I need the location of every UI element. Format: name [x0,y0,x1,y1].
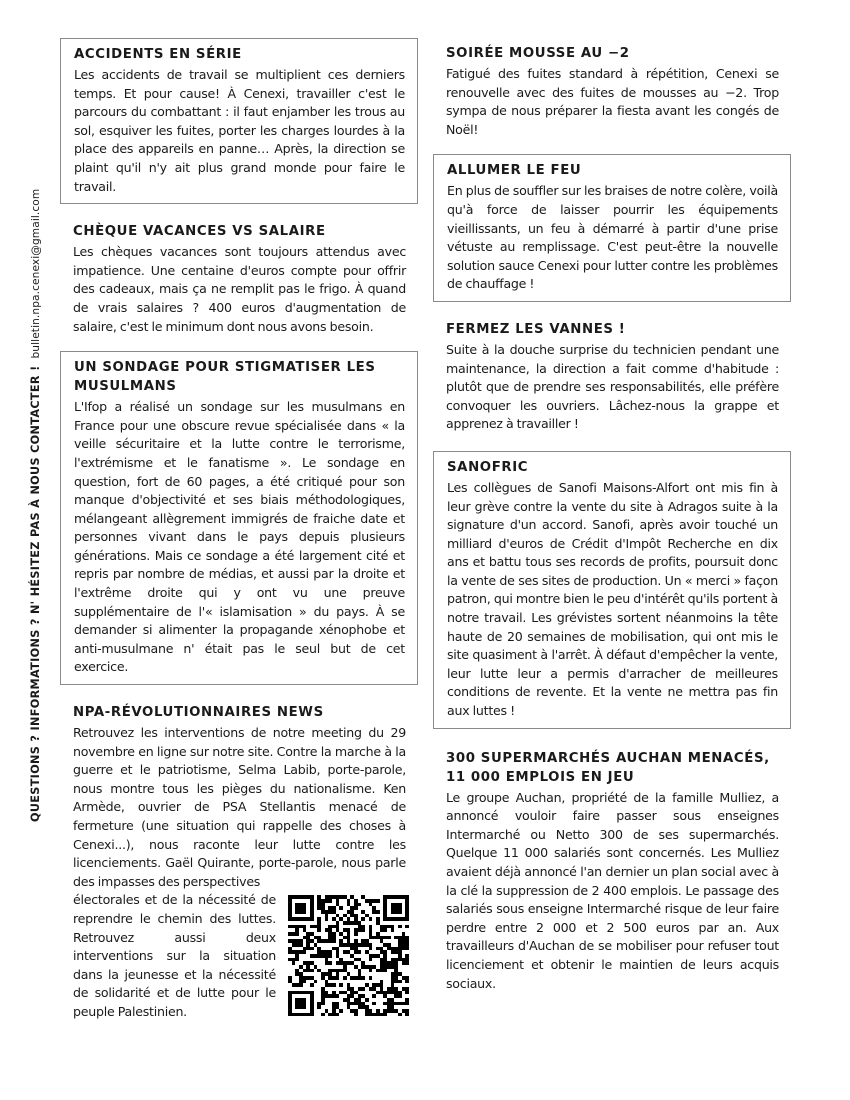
article-allumer-le-feu [433,154,791,302]
article-accidents [60,38,418,204]
article-body: L'Ifop a réalisé un sondage sur les musulmans en France pour une obscure revue spécialisée dans « la veille sécuritaire et la lutte contre le terrorisme, l'extrémisme et le fanatisme ». Le sondage en question, fort de 60 pages, a été critiqué pour son manque d'objectivité et ses biais méthodologiques, mélangeant allègrement immigrés de fraiche date et personnes vivant dans le pays depuis plusieurs générations. Mais ce sondage a été largement cité et repris par nombre de médias, et aussi par la droite et l'extrême droite qui y ont vu une preuve supplémentaire de l'« islamisation » du pays. À se demander si alimenter la propagande xénophobe et anti-musulmane n' était pas le seul but de cet exercice. [74,399,405,675]
article-body: Les accidents de travail se multiplient ces derniers temps. Et pour cause! À Cenexi, travailler c'est le parcours du combattant : il faut enjamber les trous au sol, esquiver les fuites, porter les charges lourdes à la place des appareils en panne… Après, la direction se plaint qu'il n'y ait plus grand monde pour faire le travail. [74,67,405,194]
article-body: Les collègues de Sanofi Maisons-Alfort ont mis fin à leur grève contre la vente du site à Adragos suite à la signature d'un accord. Sanofi, après avoir touché un milliard d'euros de Crédit d'Impôt Recherche en dix ans et battu tous ses records de profits, poursuit donc la vente de ses sites de production. Un « merci » façon patron, qui montre bien le peu d'intérêt qu'ils portent à notre travail. Les grévistes sortent néanmoins la tête haute de 20 semaines de mobilisation, qui ont mis le site quasiment à l'arrêt. À défaut d'empêcher la vente, leur lutte leur a permis d'arracher de meilleures conditions de revente. Et la vente ne mettra pas fin aux luttes ! [447,479,778,719]
article-sanofric [433,451,791,729]
right-column [433,38,791,1000]
contact-prompt: QUESTIONS ? INFORMATIONS ? N' HÉSITEZ PAS À NOUS CONTACTER ! [29,365,42,822]
article-title: ACCIDENTS EN SÉRIE [74,47,242,62]
article-body: Suite à la douche surprise du technicien pendant une maintenance, la direction a fait comme d'habitude : plutôt que de prendre ses responsabilités, elle préfère convoquer les ouvriers. Lâchez-nous la grappe et apprenez à travailler ! [446,341,779,432]
article-title: UN SONDAGE POUR STIGMATISER LES MUSULMANS [74,360,376,395]
article-body: Les chèques vacances sont toujours attendus avec impatience. Une centaine d'euros compte pour offrir des cadeaux, mais ça ne remplit pas le frigo. À quand de vrais salaires ? 400 euros d'augmentation de salaire, c'est le minimum dont nous avons besoin. [73,244,406,334]
article-npa-news [60,697,418,1029]
article-body-continued: électorales et de la nécessité de reprendre le chemin des luttes. Retrouvez aussi deux interventions sur la situation dans la jeunesse et la nécessité de solidarité et de lutte pour le peuple Palestinien. [73,892,276,1019]
article-title: ALLUMER LE FEU [447,163,582,179]
article-sondage [60,351,418,685]
article-body: Le groupe Auchan, propriété de la famille Mulliez, a annoncé vouloir faire passer sous enseignes Intermarché ou Netto 300 de ses supermarchés. Quelque 11 000 salariés sont concernés. Les Mulliez avaient déjà annoncé l'an dernier un plan social avec à la clé la suppression de 2 400 emplois. Le passage des salariés sous enseigne Intermarché risque de leur faire perdre entre 2 000 et 2 500 euros par an. Aux travailleurs d'Auchan de se mobiliser pour refuser tout licenciement et obtenir le maintien de leurs acquis sociaux. [446,789,779,991]
qr-code-icon[interactable] [288,895,409,1016]
article-title: SANOFRIC [447,459,529,475]
article-body: Retrouvez les interventions de notre meeting du 29 novembre en ligne sur notre site. Contre la marche à la guerre et le patriotisme, Selma Labib, porte-parole, nous montre tous les pièges du nationalisme. Ken Armède, ouvrier de PSA Stellantis menacé de fermeture (une situation qui rappelle des choses à Cenexi...), nous raconte leur lutte contre les licenciements. Gaël Quirante, porte-parole, nous parle des impasses des perspectives [73,725,406,889]
article-title: FERMEZ LES VANNES ! [446,321,626,337]
qr-section [73,891,406,1021]
article-title: NPA-RÉVOLUTIONNAIRES NEWS [73,705,324,721]
contact-banner [26,132,46,822]
article-soiree-mousse [433,38,791,146]
article-body: En plus de souffler sur les braises de notre colère, voilà qu'à force de laisser pourrir les équipements vieillissants, un feu à démarré à partir d'une prise vétuste au remplissage. C'est peut-être la nouvelle solution sauce Cenexi pour lutter contre les problèmes de chauffage ! [447,183,778,292]
contact-email-link[interactable]: bulletin.npa.cenexi@gmail.com [30,188,42,359]
article-title: 300 SUPERMARCHÉS AUCHAN MENACÉS, 11 000 EMPLOIS EN JEU [446,750,770,785]
article-body: Fatigué des fuites standard à répétition, Cenexi se renouvelle avec des fuites de mousses au −2. Trop sympa de nous préparer la fiesta avant les congés de Noël! [446,66,779,137]
article-title: SOIRÉE MOUSSE AU −2 [446,46,630,61]
article-cheque-vacances [60,216,418,343]
article-auchan [433,743,791,1001]
article-fermez-les-vannes [433,314,791,441]
article-title: CHÈQUE VACANCES VS SALAIRE [73,224,326,240]
left-column [60,38,418,1029]
